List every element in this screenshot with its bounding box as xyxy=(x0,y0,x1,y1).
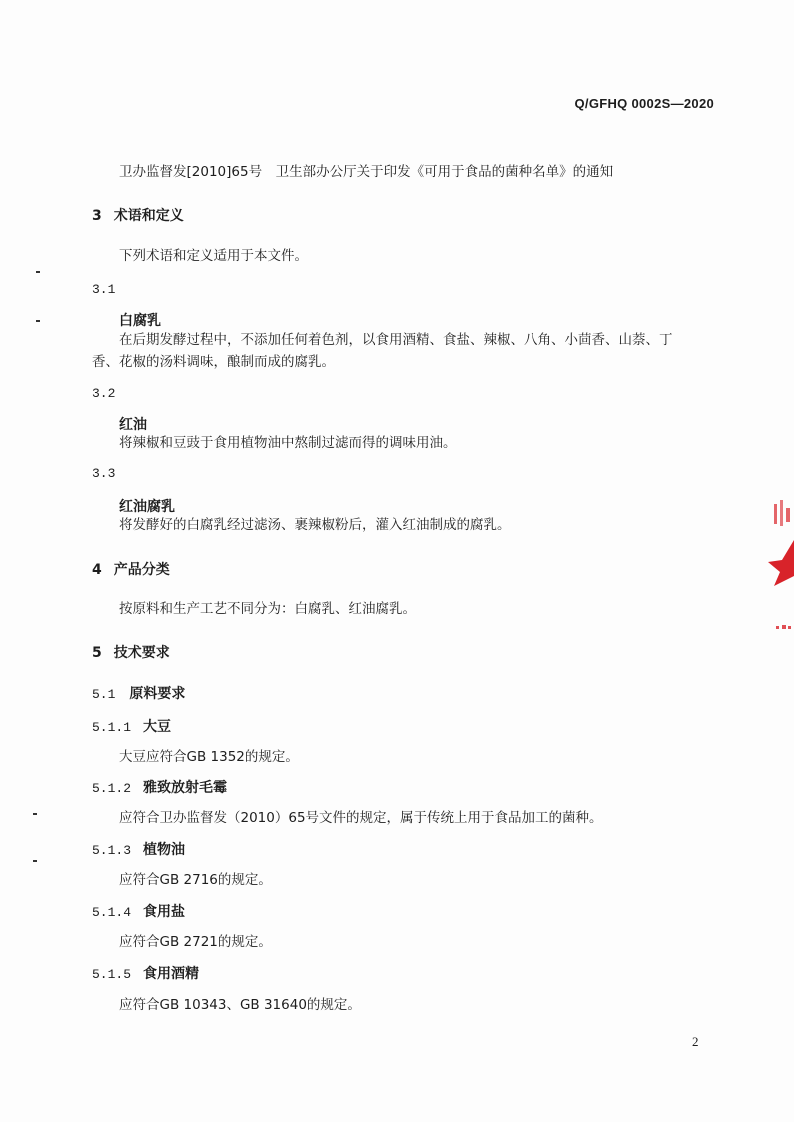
term-3-3-definition: 将发酵好的白腐乳经过滤汤、裹辣椒粉后，灌入红油制成的腐乳。 xyxy=(119,517,511,533)
clause-5-1-5-text: 应符合GB 10343、GB 31640的规定。 xyxy=(119,997,361,1013)
scan-mark xyxy=(36,271,40,273)
clause-5-1-3-heading xyxy=(92,839,185,859)
section-title: 产品分类 xyxy=(113,562,170,578)
subsection-title: 原料要求 xyxy=(129,686,186,702)
standard-code: Q/GFHQ 0002S—2020 xyxy=(574,96,714,111)
section-4-text: 按原料和生产工艺不同分为：白腐乳、红油腐乳。 xyxy=(119,601,416,617)
clause-title: 大豆 xyxy=(143,719,172,735)
term-3-1-number: 3.1 xyxy=(92,282,116,297)
clause-5-1-4-text: 应符合GB 2721的规定。 xyxy=(119,934,272,950)
section-number: 5 xyxy=(92,645,102,661)
term-3-3-number: 3.3 xyxy=(92,466,116,481)
term-3-1-name: 白腐乳 xyxy=(119,313,161,329)
subsection-5-1-heading xyxy=(92,683,185,703)
normative-reference: 卫办监督发[2010]65号 卫生部办公厅关于印发《可用于食品的菌种名单》的通知 xyxy=(119,164,614,180)
clause-title: 雅致放射毛霉 xyxy=(143,780,228,796)
clause-number: 5.1.3 xyxy=(92,843,132,858)
clause-title: 食用酒精 xyxy=(143,966,200,982)
section-4-heading xyxy=(92,559,170,579)
page-number: 2 xyxy=(692,1034,699,1049)
clause-5-1-2-heading xyxy=(92,777,227,797)
term-3-3-name: 红油腐乳 xyxy=(119,499,175,515)
subsection-number: 5.1 xyxy=(92,687,116,702)
term-3-2-definition: 将辣椒和豆豉于食用植物油中熬制过滤而得的调味用油。 xyxy=(119,435,457,451)
clause-5-1-4-heading xyxy=(92,901,185,921)
scan-mark xyxy=(33,813,37,815)
section-3-intro: 下列术语和定义适用于本文件。 xyxy=(119,248,308,264)
clause-number: 5.1.5 xyxy=(92,967,132,982)
clause-number: 5.1.4 xyxy=(92,905,132,920)
clause-5-1-3-text: 应符合GB 2716的规定。 xyxy=(119,872,272,888)
section-title: 技术要求 xyxy=(113,645,170,661)
clause-title: 食用盐 xyxy=(143,904,186,920)
clause-number: 5.1.1 xyxy=(92,720,132,735)
clause-5-1-1-text: 大豆应符合GB 1352的规定。 xyxy=(119,749,299,765)
term-3-2-name: 红油 xyxy=(119,417,147,433)
red-seal-stamp-icon xyxy=(764,490,794,650)
clause-5-1-2-text: 应符合卫办监督发（2010）65号文件的规定，属于传统上用于食品加工的菌种。 xyxy=(119,810,603,826)
section-5-heading xyxy=(92,642,170,662)
term-3-1-definition: 在后期发酵过程中，不添加任何着色剂，以食用酒精、食盐、辣椒、八角、小茴香、山萘、丁香、花椒的汤料调味，酿制而成的腐乳。 xyxy=(92,332,673,370)
clause-title: 植物油 xyxy=(143,842,186,858)
term-3-2-number: 3.2 xyxy=(92,386,116,401)
clause-5-1-5-heading xyxy=(92,963,199,983)
section-3-heading xyxy=(92,205,184,225)
section-title: 术语和定义 xyxy=(113,208,184,224)
clause-5-1-1-heading xyxy=(92,716,171,736)
scan-mark xyxy=(33,860,37,862)
section-number: 4 xyxy=(92,562,102,578)
section-number: 3 xyxy=(92,208,102,224)
scan-mark xyxy=(36,320,40,322)
clause-number: 5.1.2 xyxy=(92,781,132,796)
